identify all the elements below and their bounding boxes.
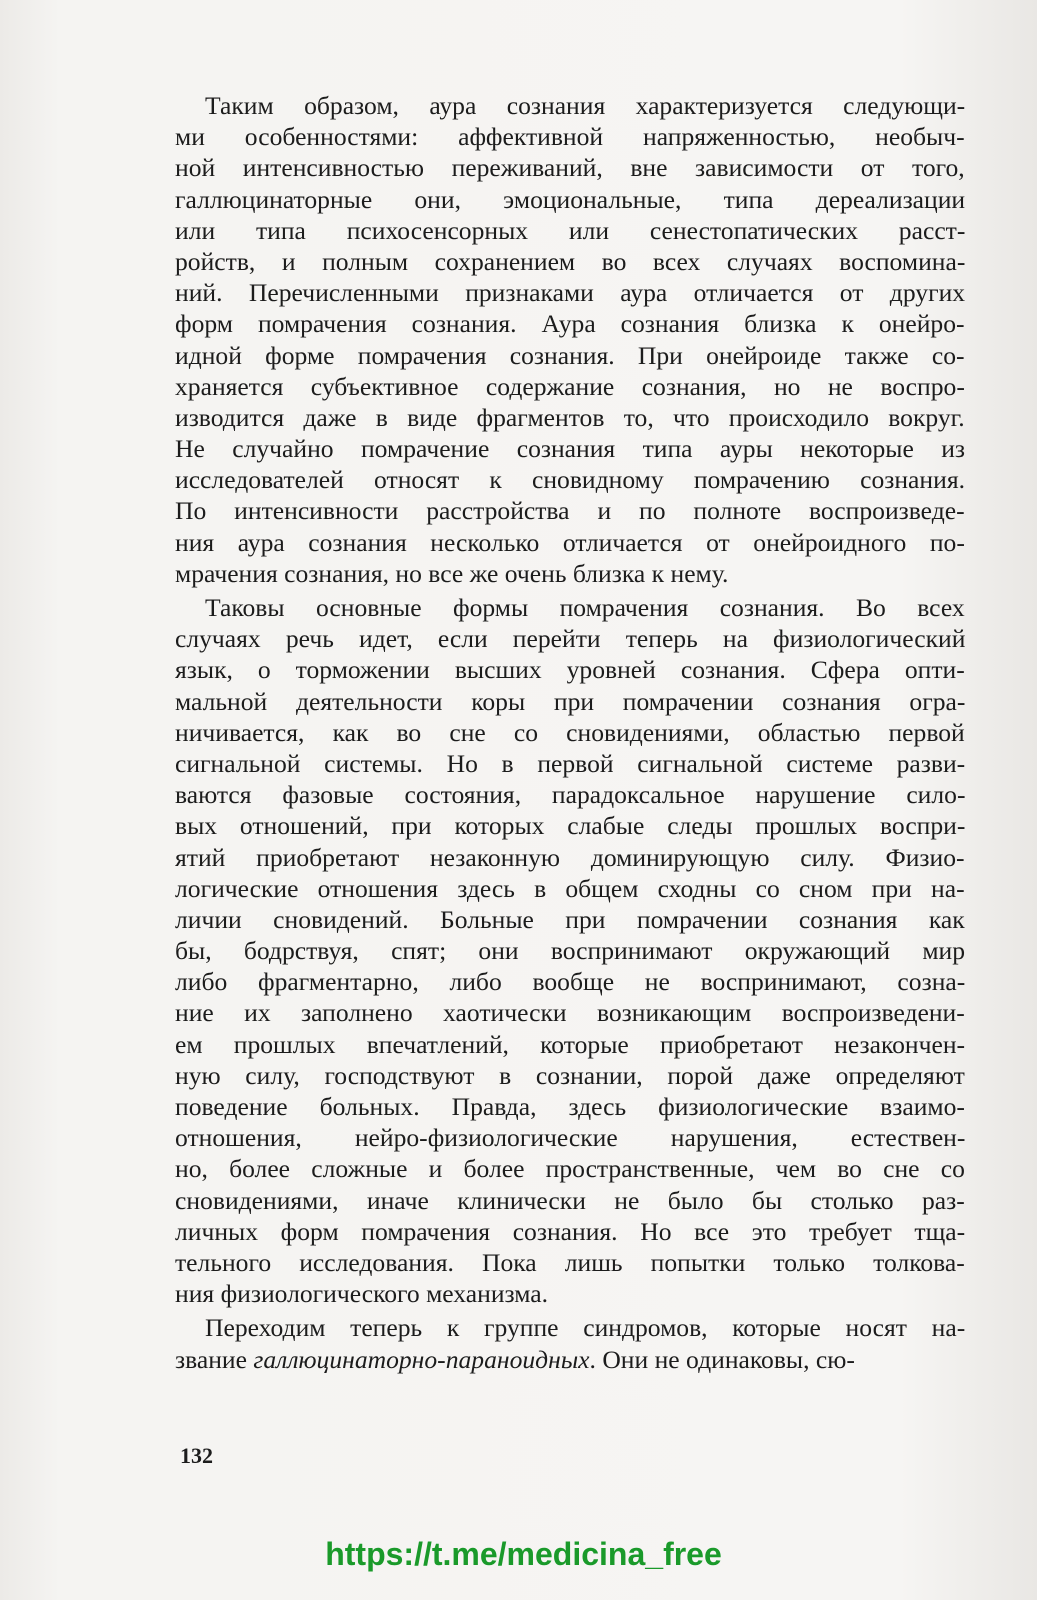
text-line: Таким образом, аура сознания характеризуется следующи- xyxy=(205,91,966,120)
text-line: ние их заполнено хаотически возникающим воспроизведени- xyxy=(175,998,965,1028)
text-line: сновидениями, иначе клинически не было бы столько раз- xyxy=(175,1185,965,1215)
text-line: отношения, нейро-физиологические нарушения, естествен- xyxy=(175,1123,966,1153)
text-line: тельного исследования. Пока лишь попытки только толкова- xyxy=(175,1247,965,1277)
text-line: галлюцинаторные они, эмоциональные, типа дереализации xyxy=(175,184,966,214)
text-line: или типа психосенсорных или сенестопатических расст- xyxy=(175,215,966,245)
text-line: Переходим теперь к группе синдромов, которые носят на- xyxy=(205,1313,966,1343)
text-line: исследователей относят к сновидному помрачению сознания. xyxy=(175,465,965,495)
text-line: Таковы основные формы помрачения сознания. Во всех xyxy=(205,593,965,622)
text-line: храняется субъективное содержание сознания, но не воспро- xyxy=(175,371,965,401)
text-line: ройств, и полным сохранением во всех случаях воспомина- xyxy=(175,246,966,276)
text-run: звание xyxy=(175,1344,254,1374)
text-line: личных форм помрачения сознания. Но все это требует тща- xyxy=(175,1216,966,1246)
text-line xyxy=(175,1344,965,1375)
text-line: вых отношений, при которых слабые следы прошлых воспри- xyxy=(175,811,966,841)
text-line: идной форме помрачения сознания. При онейроиде также со- xyxy=(175,340,965,370)
text-line: логические отношения здесь в общем сходны со сном при на- xyxy=(175,873,965,903)
text-line: ную силу, господствуют в сознании, порой даже определяют xyxy=(175,1060,965,1090)
paragraph-2 xyxy=(175,592,965,1309)
paragraph-1 xyxy=(175,90,965,589)
text-line: ничивается, как во сне со сновидениями, областью первой xyxy=(175,717,965,747)
text-line: ятий приобретают незаконную доминирующую силу. Физио- xyxy=(175,842,965,872)
text-line: мальной деятельности коры при помрачении сознания огра- xyxy=(175,686,966,716)
text-line: ний. Перечисленными признаками аура отличается от других xyxy=(175,278,966,308)
text-line: ем прошлых впечатлений, которые приобретают незакончен- xyxy=(175,1029,966,1059)
text-line: форм помрачения сознания. Аура сознания близка к онейро- xyxy=(175,309,965,339)
text-line: бы, бодрствуя, спят; они воспринимают окружающий мир xyxy=(175,936,966,966)
text-line: сигнальной системы. Но в первой сигнальной системе разви- xyxy=(175,748,966,778)
text-line: но, более сложные и более пространственные, чем во сне со xyxy=(175,1154,965,1184)
text-line: поведение больных. Правда, здесь физиологические взаимо- xyxy=(175,1092,965,1121)
text-line: ми особенностями: аффективной напряженностью, необыч- xyxy=(175,122,965,152)
body-text xyxy=(175,90,965,1375)
watermark-link-text: https://t.me/medicina_free xyxy=(325,1536,722,1572)
text-line: личии сновидений. Больные при помрачении сознания как xyxy=(175,904,965,934)
text-line: мрачения сознания, но все же очень близка к нему. xyxy=(175,558,729,588)
italic-term: галлюцинаторно-параноидных xyxy=(253,1344,590,1374)
page-number: 132 xyxy=(180,1443,213,1468)
text-run: . Они не одинаковы, сю- xyxy=(589,1344,855,1374)
text-line: Не случайно помрачение сознания типа ауры некоторые из xyxy=(175,434,966,464)
text-line: ной интенсивностью переживаний, вне зависимости от того, xyxy=(175,153,965,183)
text-line: случаях речь идет, если перейти теперь на физиологический xyxy=(175,624,966,654)
paragraph-3 xyxy=(175,1312,965,1374)
text-line: ния аура сознания несколько отличается от онейроидного по- xyxy=(175,527,965,557)
text-line: По интенсивности расстройства и по полноте воспроизведе- xyxy=(175,496,965,526)
text-line: либо фрагментарно, либо вообще не воспринимают, созна- xyxy=(175,967,966,997)
text-line: ваются фазовые состояния, парадоксальное нарушение сило- xyxy=(175,780,966,810)
text-line: язык, о торможении высших уровней сознания. Сфера опти- xyxy=(175,655,965,685)
text-line: ния физиологического механизма. xyxy=(175,1279,549,1309)
text-line: изводится даже в виде фрагментов то, что происходило вокруг. xyxy=(175,402,965,432)
